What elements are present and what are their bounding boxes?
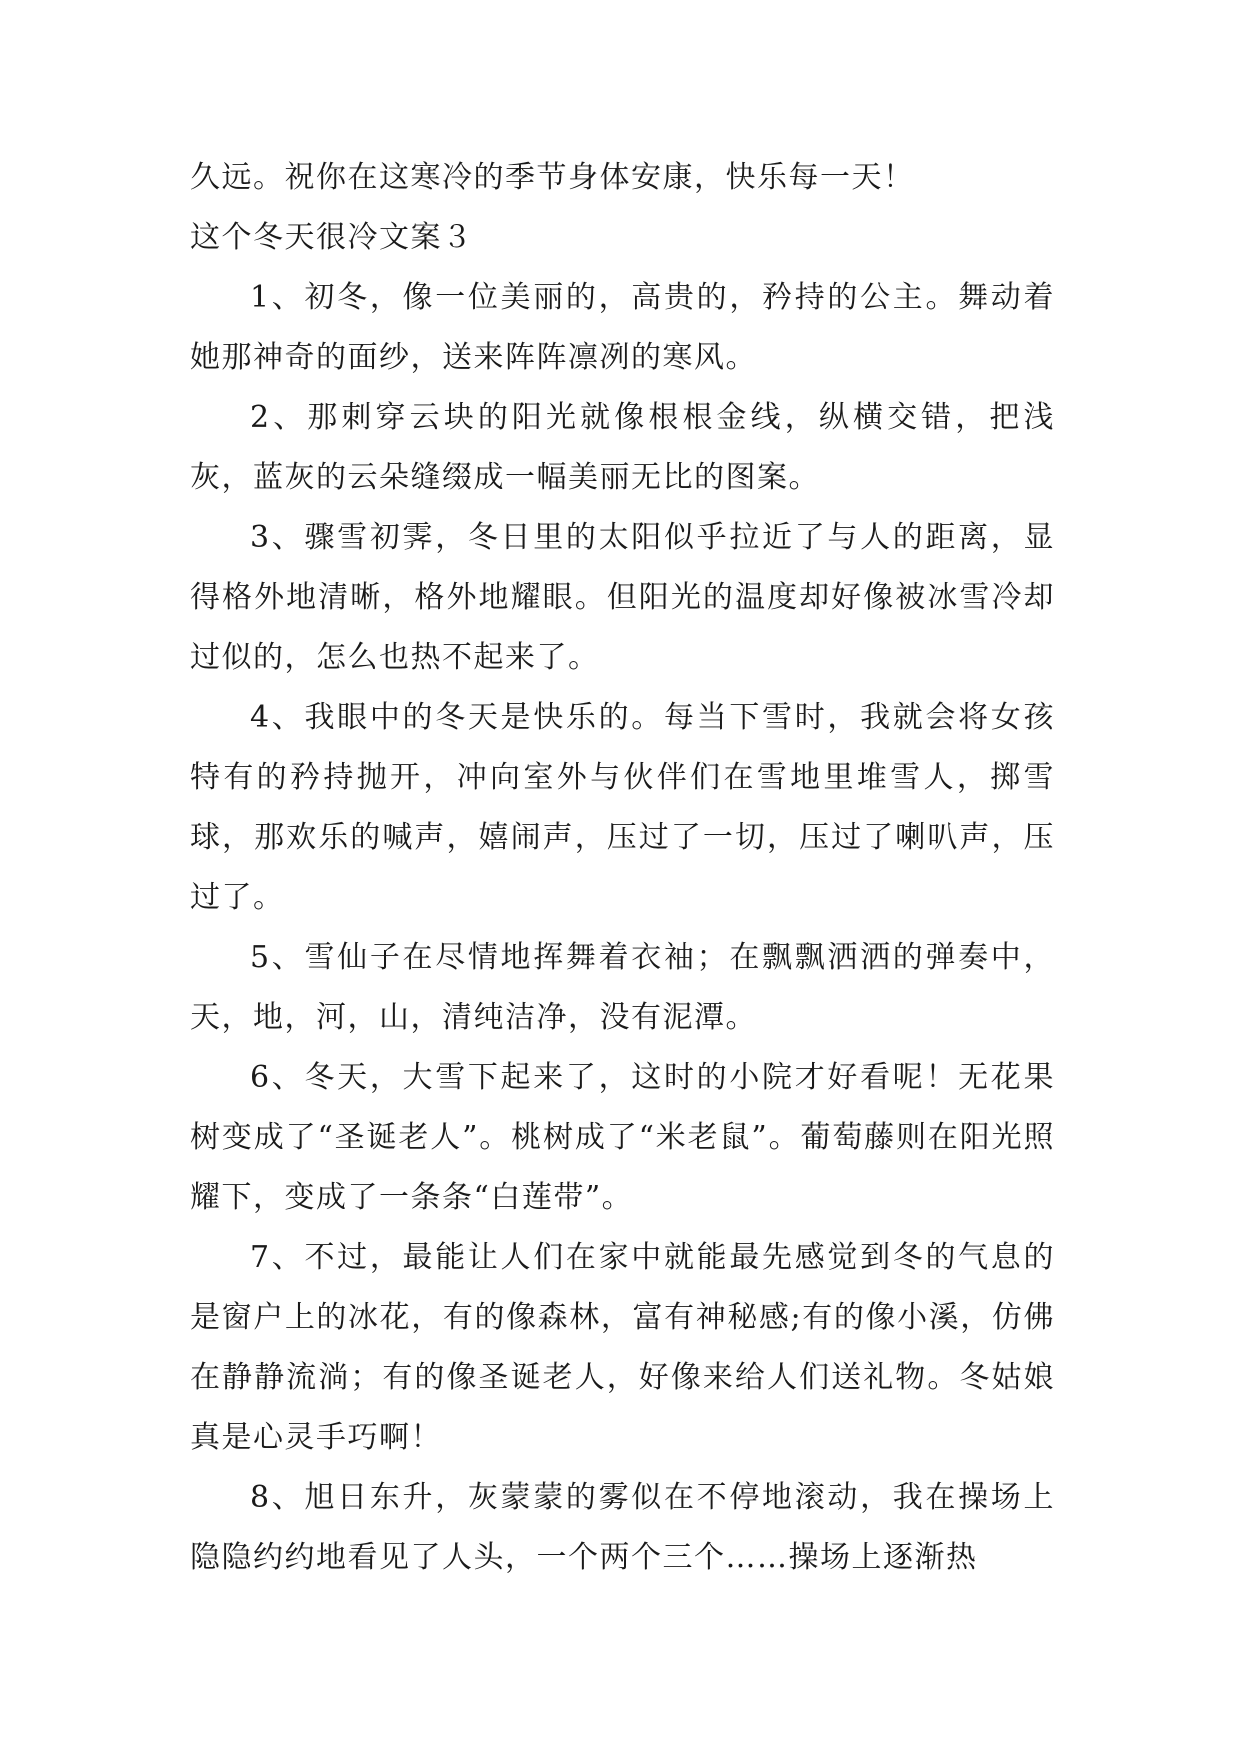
paragraph-5: 5、雪仙子在尽情地挥舞着衣袖；在飘飘洒洒的弹奏中，天，地，河，山，清纯洁净，没有泥潭。 <box>190 940 1055 1035</box>
document-page <box>190 148 1055 1588</box>
paragraph-3: 3、骤雪初霁，冬日里的太阳似乎拉近了与人的距离，显得格外地清晰，格外地耀眼。但阳光的温度却好像被冰雪冷却过似的，怎么也热不起来了。 <box>190 520 1055 675</box>
paragraph-6: 6、冬天，大雪下起来了，这时的小院才好看呢！无花果树变成了“圣诞老人”。桃树成了“米老鼠”。葡萄藤则在阳光照耀下，变成了一条条“白莲带”。 <box>190 1060 1055 1215</box>
section-title: 这个冬天很冷文案３ <box>190 220 474 255</box>
paragraph-2: 2、那刺穿云块的阳光就像根根金线，纵横交错，把浅灰，蓝灰的云朵缝缀成一幅美丽无比的图案。 <box>190 400 1055 495</box>
paragraph-7: 7、不过，最能让人们在家中就能最先感觉到冬的气息的是窗户上的冰花，有的像森林，富有神秘感;有的像小溪，仿佛在静静流淌；有的像圣诞老人，好像来给人们送礼物。冬姑娘真是心灵手巧啊！ <box>190 1240 1055 1455</box>
paragraph-1: 1、初冬，像一位美丽的，高贵的，矜持的公主。舞动着她那神奇的面纱，送来阵阵凛冽的寒风。 <box>190 280 1055 375</box>
paragraph-8: 8、旭日东升，灰蒙蒙的雾似在不停地滚动，我在操场上隐隐约约地看见了人头，一个两个三个……操场上逐渐热 <box>190 1480 1055 1575</box>
lead-line: 久远。祝你在这寒冷的季节身体安康，快乐每一天！ <box>190 160 915 195</box>
paragraph-4: 4、我眼中的冬天是快乐的。每当下雪时，我就会将女孩特有的矜持抛开，冲向室外与伙伴们在雪地里堆雪人，掷雪球，那欢乐的喊声，嬉闹声，压过了一切，压过了喇叭声，压过了。 <box>190 700 1055 915</box>
